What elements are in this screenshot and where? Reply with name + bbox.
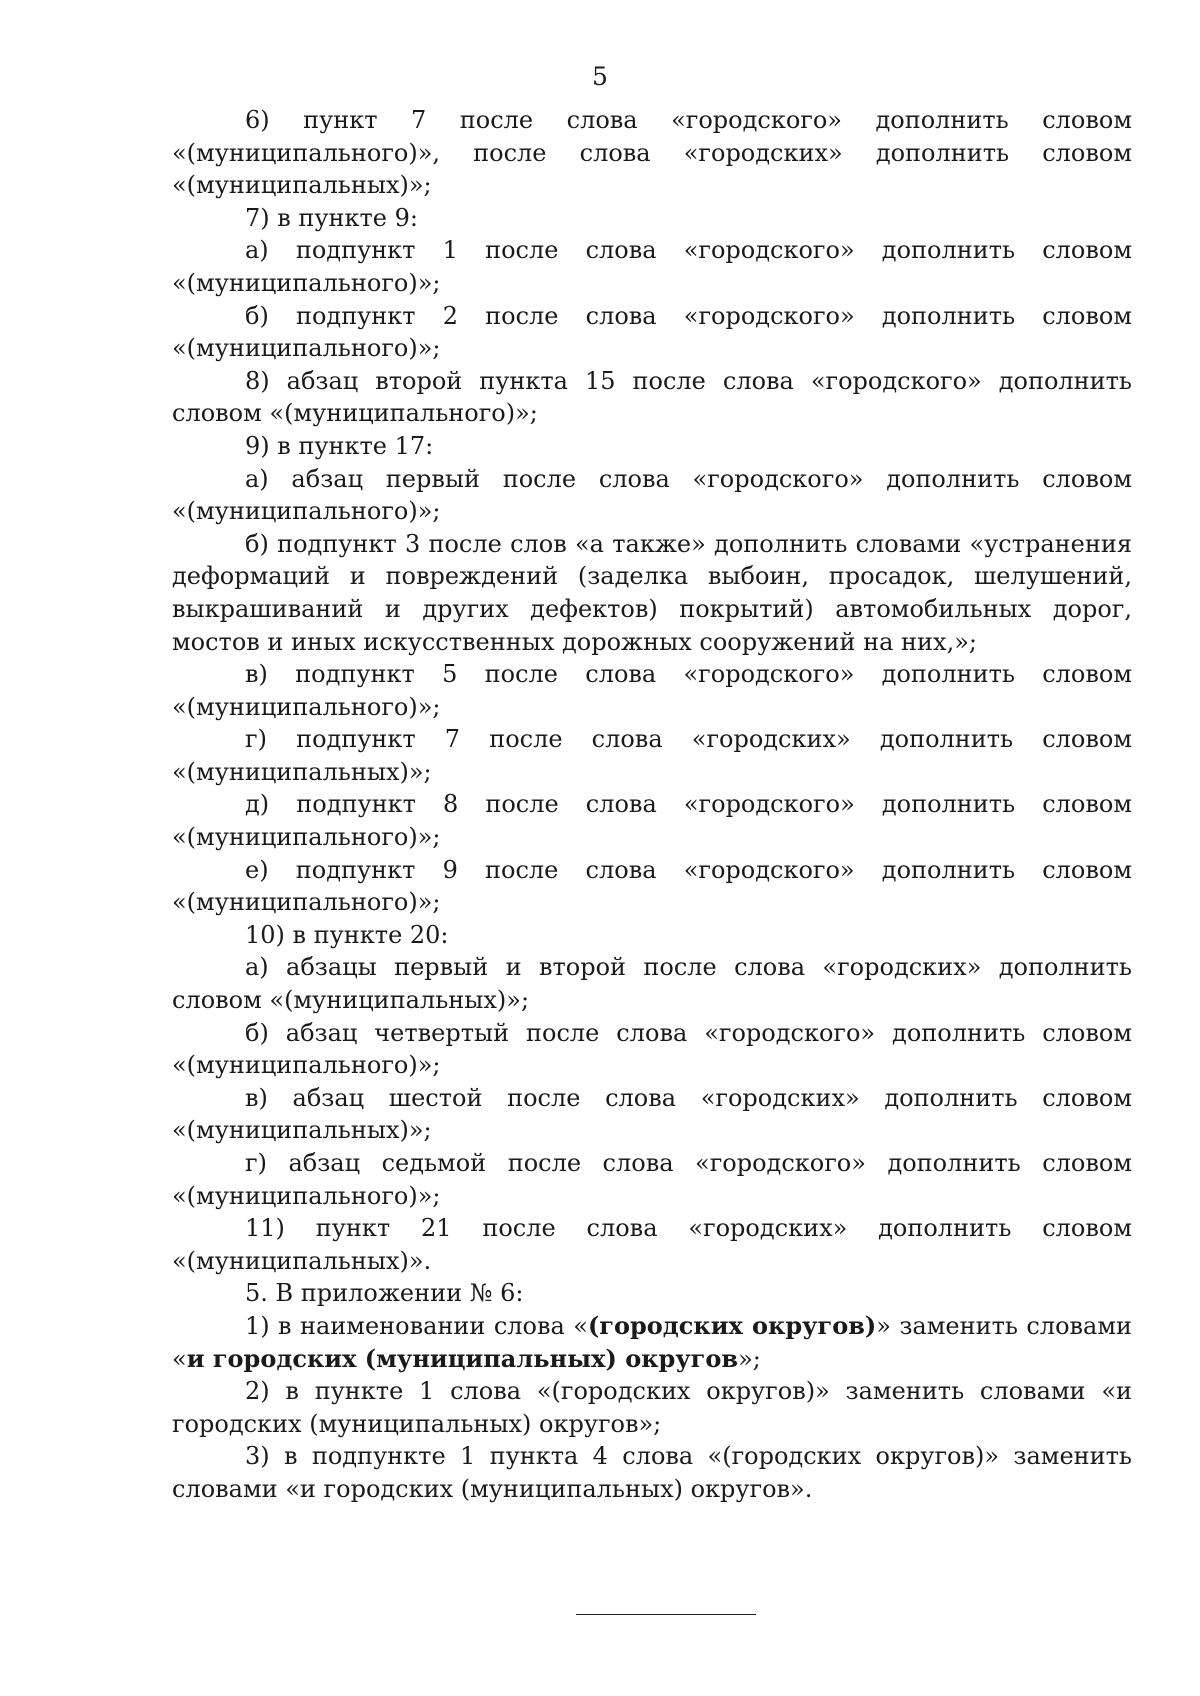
section-5-heading: 5. В приложении № 6: bbox=[245, 1279, 524, 1308]
paragraph-10a: а) абзацы первый и второй после слова «городских» дополнить словом «(муниципальных)»; bbox=[172, 953, 1132, 1015]
paragraph-7b: б) подпункт 2 после слова «городского» дополнить словом «(муниципального)»; bbox=[172, 301, 1132, 363]
section-5-item-3: 3) в подпункте 1 пункта 4 слова «(городских округов)» заменить словами «и городских (муниципальных) округов». bbox=[172, 1442, 1132, 1503]
end-separator-line bbox=[576, 1614, 756, 1615]
item-1-new-words: и городских (муниципальных) округов bbox=[186, 1343, 739, 1373]
paragraph-6: 6) пункт 7 после слова «городского» дополнить словом «(муниципального)», после слова «городских» дополнить словом «(муниципальных)»; bbox=[172, 106, 1132, 200]
paragraph-10b: б) абзац четвертый после слова «городского» дополнить словом «(муниципального)»; bbox=[172, 1018, 1132, 1080]
paragraph-9g: г) подпункт 7 после слова «городских» дополнить словом «(муниципальных)»; bbox=[172, 725, 1132, 786]
paragraph-11: 11) пункт 21 после слова «городских» дополнить словом «(муниципальных)». bbox=[172, 1214, 1132, 1275]
section-5-item-1 bbox=[172, 1310, 1132, 1375]
paragraph-9a: а) абзац первый после слова «городского» дополнить словом «(муниципального)»; bbox=[172, 464, 1132, 526]
item-1-middle: » заменить словами « bbox=[172, 1311, 1133, 1373]
paragraph-7a: а) подпункт 1 после слова «городского» дополнить словом «(муниципального)»; bbox=[172, 236, 1132, 297]
item-1-old-words: (городских округов) bbox=[587, 1310, 877, 1340]
page-number: 5 bbox=[592, 62, 608, 91]
section-5-item-2: 2) в пункте 1 слова «(городских округов)» заменить словами «и городских (муниципальных) округов»; bbox=[172, 1377, 1132, 1438]
paragraph-10: 10) в пункте 20: bbox=[245, 920, 449, 949]
paragraph-9d: д) подпункт 8 после слова «городского» дополнить словом «(муниципального)»; bbox=[172, 790, 1132, 852]
paragraph-9e: е) подпункт 9 после слова «городского» дополнить словом «(муниципального)»; bbox=[172, 855, 1132, 917]
paragraph-10g: г) абзац седьмой после слова «городского» дополнить словом «(муниципального)»; bbox=[172, 1149, 1132, 1210]
paragraph-9b: б) подпункт 3 после слов «а также» дополнить словами «устранения деформаций и повреждений (заделка выбоин, просадок, шелушений, выкрашиваний и других дефектов) покрытий) автомобильных дорог, мостов и иных искусственных дорожных сооружений на них,»; bbox=[172, 529, 1132, 656]
document-body bbox=[172, 104, 1132, 1506]
paragraph-10v: в) абзац шестой после слова «городских» дополнить словом «(муниципальных)»; bbox=[172, 1083, 1132, 1145]
paragraph-7: 7) в пункте 9: bbox=[245, 203, 418, 232]
item-1-prefix: 1) в наименовании слова « bbox=[245, 1311, 588, 1340]
paragraph-9v: в) подпункт 5 после слова «городского» дополнить словом «(муниципального)»; bbox=[172, 660, 1132, 721]
paragraph-8: 8) абзац второй пункта 15 после слова «городского» дополнить словом «(муниципального)»; bbox=[172, 366, 1132, 428]
paragraph-9: 9) в пункте 17: bbox=[245, 431, 434, 460]
item-1-suffix: »; bbox=[738, 1344, 761, 1373]
